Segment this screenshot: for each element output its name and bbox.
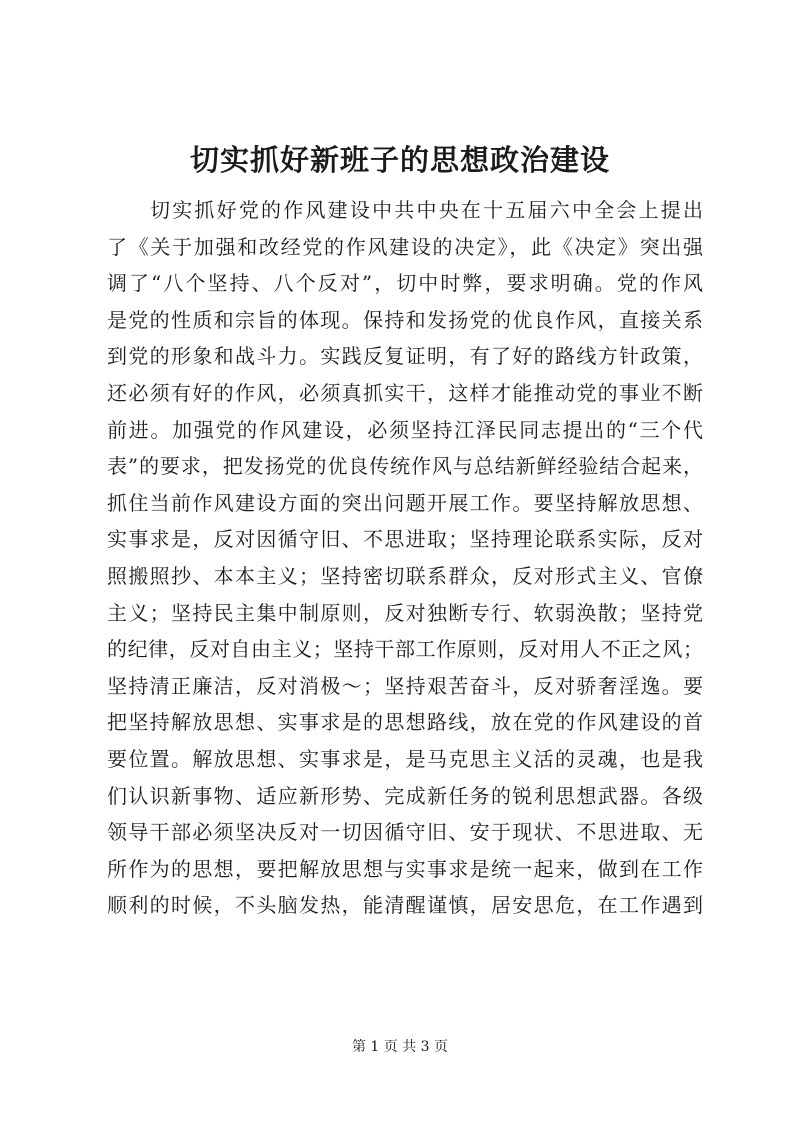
- body-line: 把坚持解放思想、实事求是的思想路线，放在党的作风建设的首: [107, 710, 703, 735]
- body-line: 还必须有好的作风，必须真抓实干，这样才能推动党的事业不断: [107, 380, 703, 405]
- article-body: [107, 192, 703, 924]
- body-line: 所作为的思想，要把解放思想与实事求是统一起来，做到在工作: [107, 856, 703, 881]
- body-line: 了《关于加强和改经党的作风建设的决定》，此《决定》突出强: [107, 234, 703, 259]
- body-line: 要位置。解放思想、实事求是，是马克思主义活的灵魂，也是我: [107, 746, 703, 771]
- body-line: 切实抓好党的作风建设中共中央在十五届六中全会上提出: [150, 198, 703, 222]
- body-line: 表”的要求，把发扬党的优良传统作风与总结新鲜经验结合起来，: [107, 454, 703, 479]
- body-line: 们认识新事物、适应新形势、完成新任务的锐利思想武器。各级: [107, 783, 703, 808]
- body-line: 实事求是，反对因循守旧、不思进取；坚持理论联系实际，反对: [107, 527, 703, 552]
- body-line: 抓住当前作风建设方面的突出问题开展工作。要坚持解放思想、: [107, 490, 703, 515]
- page-title: 切实抓好新班子的思想政治建设: [189, 143, 610, 177]
- body-line: 调了“八个坚持、八个反对”，切中时弊，要求明确。党的作风: [107, 271, 703, 296]
- page-number-footer: 第 1 页 共 3 页: [351, 1039, 449, 1055]
- body-line: 坚持清正廉洁，反对消极～；坚持艰苦奋斗，反对骄奢淫逸。要: [107, 673, 703, 698]
- body-line: 主义；坚持民主集中制原则，反对独断专行、软弱涣散；坚持党: [107, 600, 703, 625]
- body-line: 的纪律，反对自由主义；坚持干部工作原则，反对用人不正之风；: [107, 637, 703, 662]
- body-line: 到党的形象和战斗力。实践反复证明，有了好的路线方针政策，: [107, 344, 703, 369]
- body-line: 顺利的时候，不头脑发热，能清醒谨慎，居安思危，在工作遇到: [107, 893, 703, 918]
- body-line: 领导干部必须坚决反对一切因循守旧、安于现状、不思进取、无: [107, 820, 703, 845]
- body-line: 照搬照抄、本本主义；坚持密切联系群众，反对形式主义、官僚: [107, 563, 703, 588]
- body-line: 前进。加强党的作风建设，必须坚持江泽民同志提出的“三个代: [107, 417, 703, 442]
- body-line: 是党的性质和宗旨的体现。保持和发扬党的优良作风，直接关系: [107, 307, 703, 332]
